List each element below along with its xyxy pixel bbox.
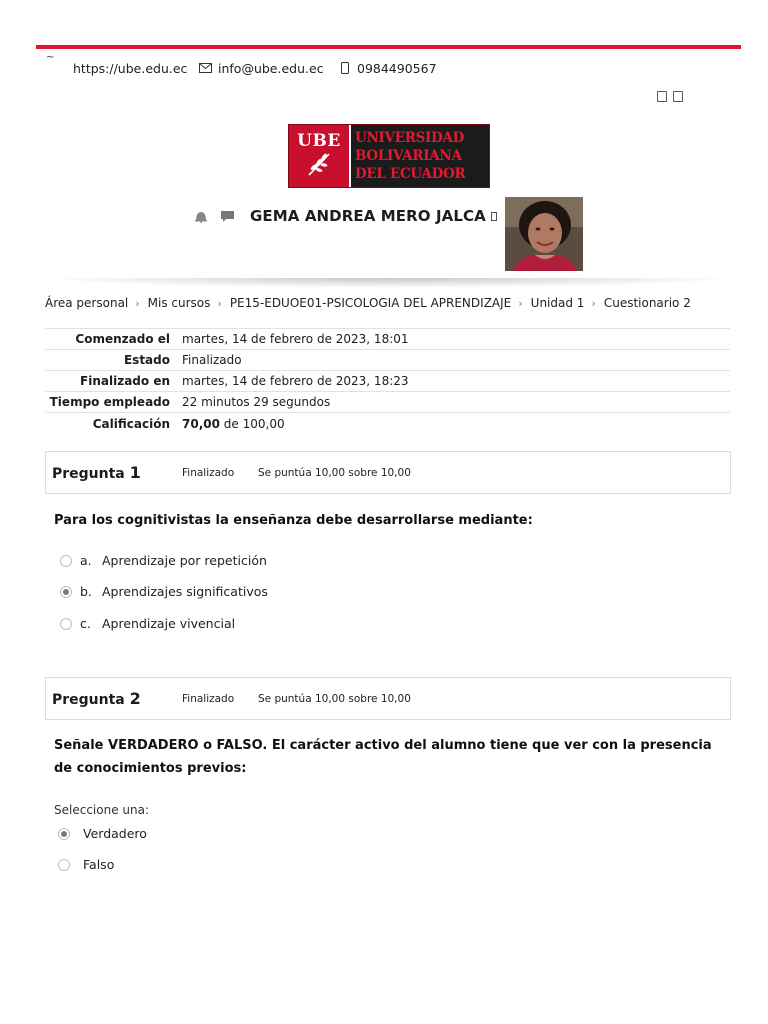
grade-total: de 100,00 <box>223 416 285 431</box>
question-number: 2 <box>129 689 141 708</box>
logo-line-1: UNIVERSIDAD <box>355 130 465 146</box>
question-header-2 <box>45 677 731 720</box>
answer-option-false[interactable] <box>58 857 114 872</box>
chat-icon[interactable] <box>220 210 235 223</box>
question-state: Finalizado <box>182 466 235 479</box>
breadcrumb-item-home[interactable]: Área personal <box>45 296 129 310</box>
summary-value: 22 minutos 29 segundos <box>182 395 331 409</box>
summary-row-grade <box>45 413 730 434</box>
radio-button-selected[interactable] <box>60 586 72 598</box>
answer-option-c[interactable] <box>60 616 235 631</box>
breadcrumb-item-unit[interactable]: Unidad 1 <box>530 296 585 310</box>
header-icon-group <box>657 91 683 102</box>
radio-button[interactable] <box>60 618 72 630</box>
bell-icon[interactable] <box>193 210 208 223</box>
logo-short-text: UBE <box>297 131 341 151</box>
answer-option-true[interactable] <box>58 826 147 841</box>
email-link[interactable] <box>199 59 324 77</box>
phone-icon <box>338 62 351 75</box>
summary-label: Tiempo empleado <box>49 395 170 409</box>
user-menu-bar <box>193 205 497 227</box>
user-name[interactable]: GEMA ANDREA MERO JALCA <box>250 207 486 225</box>
logo-line-3: DEL ECUADOR <box>355 166 466 182</box>
breadcrumb-item-courses[interactable]: Mis cursos <box>147 296 211 310</box>
chevron-right-icon: › <box>135 296 140 310</box>
question-text: Señale VERDADERO o FALSO. El carácter activo del alumno tiene que ver con la presencia de conocimientos previos: <box>54 738 712 776</box>
top-accent-bar <box>36 45 741 49</box>
option-letter: c. <box>80 616 91 631</box>
university-logo[interactable] <box>288 124 490 188</box>
answer-option-b[interactable] <box>60 584 268 599</box>
summary-label: Finalizado en <box>80 374 170 388</box>
chevron-right-icon: › <box>518 296 523 310</box>
summary-row-state <box>45 350 730 371</box>
question-grade: Se puntúa 10,00 sobre 10,00 <box>258 692 411 705</box>
menu-icon[interactable] <box>673 91 683 102</box>
summary-label: Estado <box>123 353 170 367</box>
envelope-icon <box>199 62 212 75</box>
question-number: 1 <box>129 463 141 482</box>
option-label: Verdadero <box>83 826 147 841</box>
header-divider <box>36 278 741 288</box>
radio-button[interactable] <box>60 555 72 567</box>
summary-row-time <box>45 392 730 413</box>
question-title: Pregunta 1 <box>52 463 141 482</box>
breadcrumb <box>45 296 691 310</box>
user-dropdown-icon[interactable] <box>491 212 497 221</box>
option-label: Falso <box>83 857 115 872</box>
question-title: Pregunta 2 <box>52 689 141 708</box>
grade-score: 70,00 <box>182 416 220 431</box>
answer-option-a[interactable] <box>60 553 267 568</box>
chevron-right-icon: › <box>591 296 596 310</box>
select-one-prompt: Seleccione una: <box>54 803 149 817</box>
option-letter: b. <box>80 584 92 599</box>
option-label: Aprendizaje por repetición <box>102 553 267 568</box>
logo-emblem <box>289 125 351 187</box>
attempt-summary-table <box>45 328 730 434</box>
summary-value: martes, 14 de febrero de 2023, 18:01 <box>182 332 409 346</box>
summary-value: Finalizado <box>182 353 242 367</box>
toggle-icon[interactable] <box>657 91 667 102</box>
radio-button-selected[interactable] <box>58 828 70 840</box>
option-letter: a. <box>80 553 92 568</box>
question-text: Para los cognitivistas la enseñanza debe desarrollarse mediante: <box>54 513 533 528</box>
olive-branch-icon <box>305 151 333 177</box>
option-label: Aprendizajes significativos <box>102 584 268 599</box>
summary-label: Calificación <box>92 416 170 431</box>
breadcrumb-item-quiz[interactable]: Cuestionario 2 <box>603 296 691 310</box>
option-label: Aprendizaje vivencial <box>102 616 236 631</box>
logo-line-2: BOLIVARIANA <box>355 148 462 164</box>
summary-row-finished <box>45 371 730 392</box>
header-tilde: ~ <box>46 52 55 63</box>
summary-value: martes, 14 de febrero de 2023, 18:23 <box>182 374 409 388</box>
chevron-right-icon: › <box>217 296 222 310</box>
phone-link[interactable] <box>338 59 437 77</box>
question-header-1 <box>45 451 731 494</box>
question-grade: Se puntúa 10,00 sobre 10,00 <box>258 466 411 479</box>
email-text: info@ube.edu.ec <box>218 60 324 76</box>
logo-wordmark <box>351 125 489 187</box>
website-text: https://ube.edu.ec <box>73 60 188 76</box>
breadcrumb-item-course[interactable]: PE15-EDUOE01-PSICOLOGIA DEL APRENDIZAJE <box>229 296 512 310</box>
summary-value <box>182 417 730 431</box>
phone-text: 0984490567 <box>357 60 437 76</box>
radio-button[interactable] <box>58 859 70 871</box>
summary-label: Comenzado el <box>75 332 170 346</box>
website-link[interactable] <box>73 59 187 77</box>
question-state: Finalizado <box>182 692 235 705</box>
summary-row-started <box>45 329 730 350</box>
avatar[interactable] <box>505 197 583 271</box>
